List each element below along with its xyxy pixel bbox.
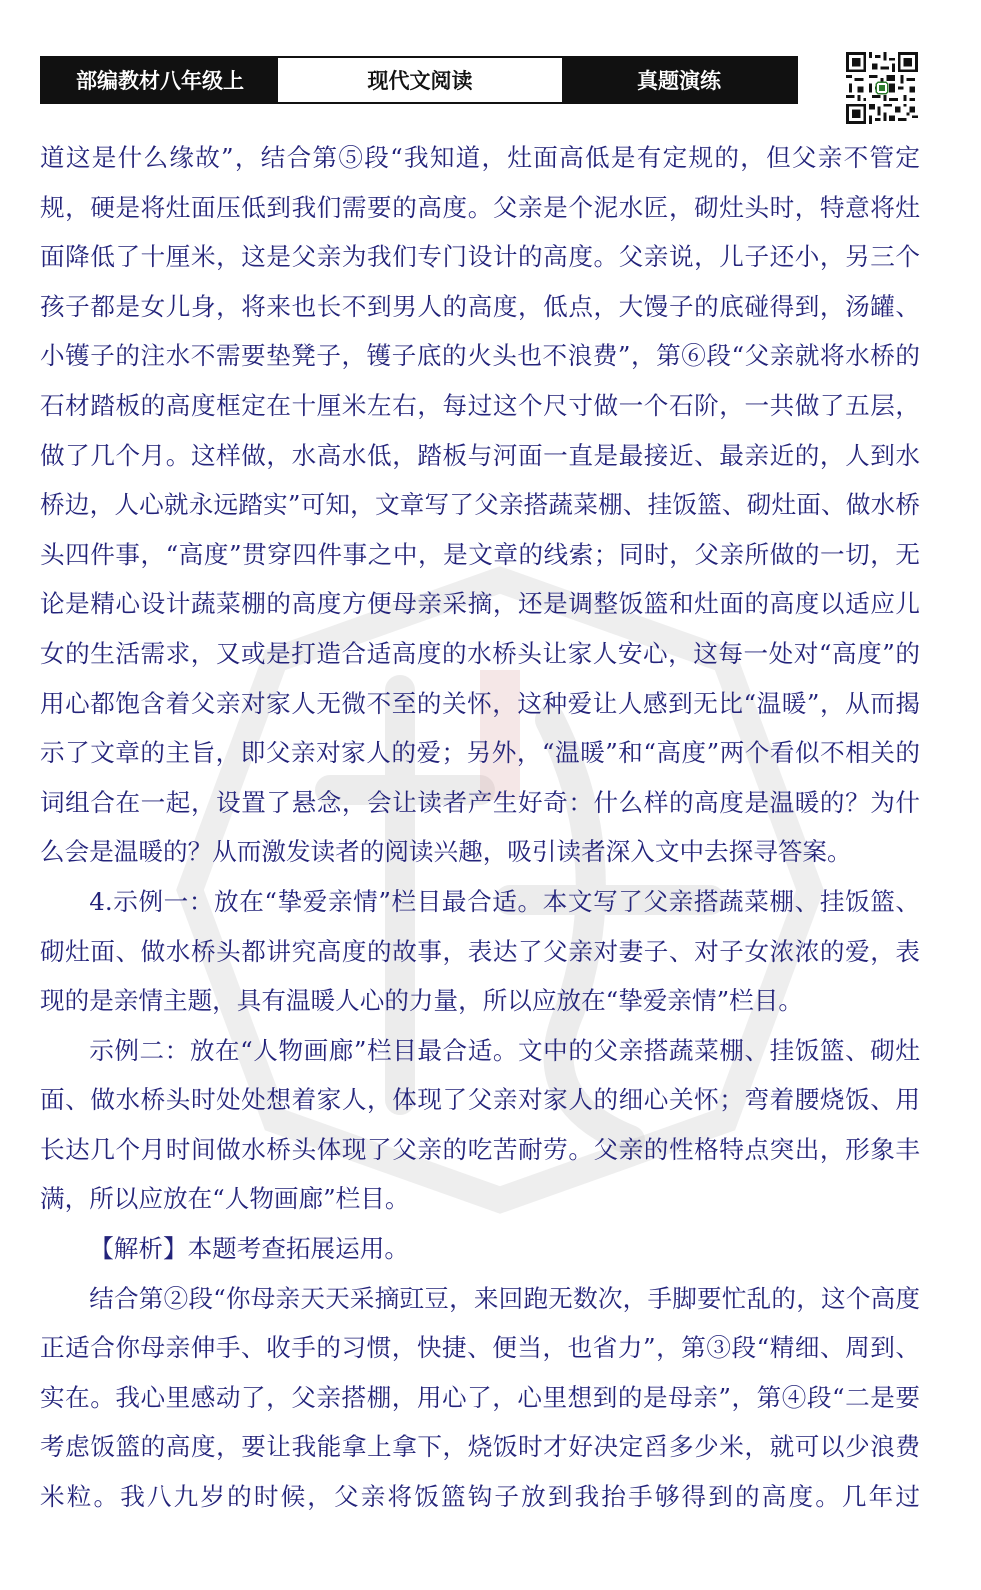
paragraph-q4-example-one: 4.示例一：放在“挚爱亲情”栏目最合适。本文写了父亲搭蔬菜棚、挂饭篮、砌灶面、做水桥头都讲究高度的故事，表达了父亲对妻子、对子女浓浓的爱，表现的是亲情主题，具有温暖人心的力量，所以应放在“挚爱亲情”栏目。 — [40, 886, 920, 1016]
paragraph-q3-answer-continued: 道这是什么缘故”，结合第⑤段“我知道，灶面高低是有定规的，但父亲不管定规，硬是将灶面压低到我们需要的高度。父亲是个泥水匠，砌灶头时，特意将灶面降低了十厘米，这是父亲为我们专门设计的高度。父亲说，儿子还小，另三个孩子都是女儿身，将来也长不到男人的高度，低点，大馒子的底碰得到，汤罐、小镬子的注水不需要垫凳子，镬子底的火头也不浪费”，第⑥段“父亲就将水桥的石材踏板的高度框定在十厘米左右，每过这个尺寸做一个石阶，一共做了五层，做了几个月。这样做，水高水低，踏板与河面一直是最接近、最亲近的，人到水桥边，人心就永远踏实”可知，文章写了父亲搭蔬菜棚、挂饭篮、砌灶面、做水桥头四件事，“高度”贯穿四件事之中，是文章的线索；同时，父亲所做的一切，无论是精心设计蔬菜棚的高度方便母亲采摘，还是调整饭篮和灶面的高度以适应儿女的生活需求，又或是打造合适高度的水桥头让家人安心，这每一处对“高度”的用心都饱含着父亲对家人无微不至的关怀，这种爱让人感到无比“温暖”，从而揭示了文章的主旨，即父亲对家人的爱；另外，“温暖”和“高度”两个看似不相关的词组合在一起，设置了悬念，会让读者产生好奇：什么样的高度是温暖的？为什么会是温暖的？从而激发读者的阅读兴趣，吸引读者深入文中去探寻答案。 — [40, 143, 920, 867]
paragraph-analysis-heading: 【解析】本题考查拓展运用。 — [89, 1234, 409, 1264]
header-textbook-label: 部编教材八年级上 — [42, 58, 278, 102]
paragraph-q4-example-two: 示例二：放在“人物画廊”栏目最合适。文中的父亲搭蔬菜棚、挂饭篮、砌灶面、做水桥头时处处想着家人，体现了父亲对家人的细心关怀；弯着腰烧饭、用长达几个月时间做水桥头体现了父亲的吃苦耐劳。父亲的性格特点突出，形象丰满，所以应放在“人物画廊”栏目。 — [40, 1035, 920, 1214]
paragraph-analysis-body: 结合第②段“你母亲天天采摘豇豆，来回跑无数次，手脚要忙乱的，这个高度正适合你母亲伸手、收手的习惯，快捷、便当，也省力”，第③段“精细、周到、实在。我心里感动了，父亲搭棚，用心了，心里想到的是母亲”，第④段“二是要考虑饭篮的高度，要让我能拿上拿下，烧饭时才好决定舀多少米，就可以少浪费米粒。我八九岁的时候，父亲将饭篮钩子放到我抬手够得到的高度。几年过 — [40, 1283, 920, 1512]
header-bar — [40, 56, 798, 104]
qr-code-icon — [846, 52, 918, 124]
header-section-label: 真题演练 — [562, 58, 796, 102]
answer-body — [40, 133, 920, 1522]
header-topic-label: 现代文阅读 — [278, 58, 562, 102]
